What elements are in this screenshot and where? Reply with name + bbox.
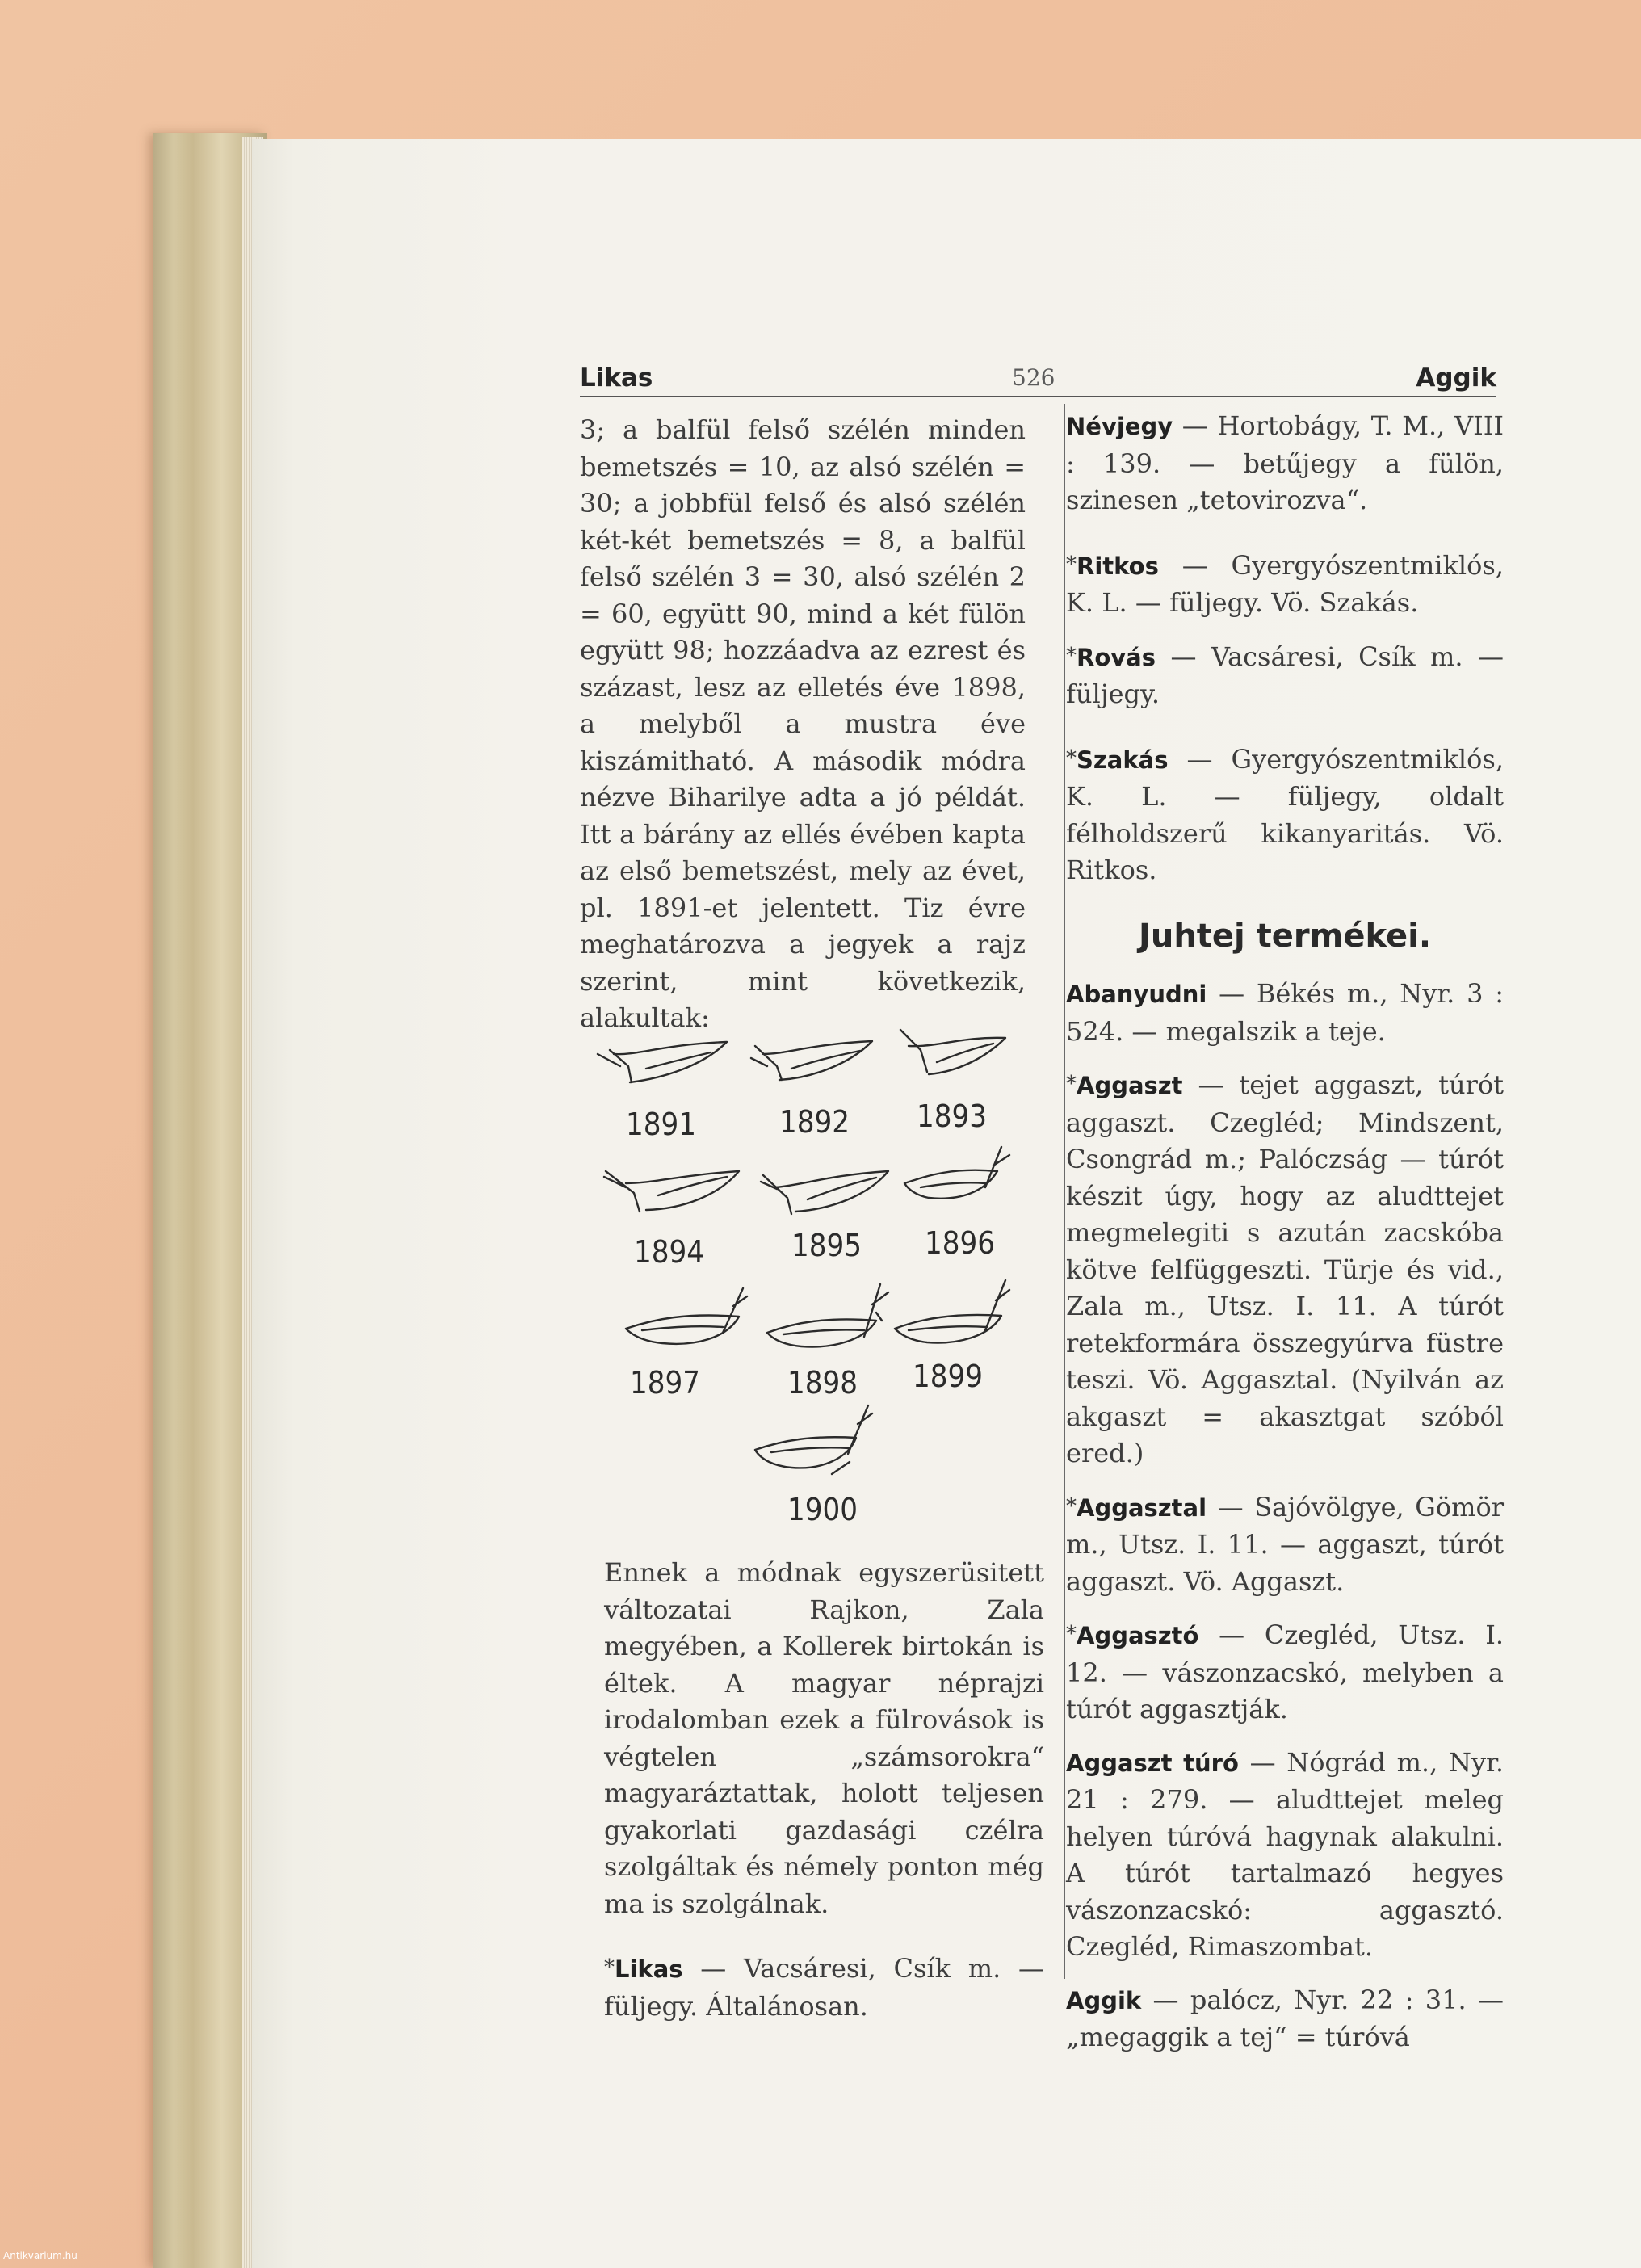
- entry-text: — Nógrád m., Nyr. 21 : 279. — aludttejet meleg helyen túróvá hagynak alakulni. A túrót tartalmazó hegyes vászonzacskó: aggasztó. Czegléd, Rimaszombat.: [1066, 1746, 1504, 1962]
- dictionary-entry: [1066, 638, 1504, 713]
- dictionary-entry: [1066, 547, 1504, 622]
- ear-mark-1891: [598, 1042, 727, 1082]
- entry-text: — Békés m., Nyr. 3 : 524. — megalszik a teje.: [1066, 978, 1504, 1047]
- paragraph: 3; a balfül felső szélén minden bemetszés = 10, az alsó szélén = 30; a jobbfül felső és alsó szélén két-két bemetszés = 8, a balfül felső szélén 3 = 30, alsó szélén 2 = 60, együtt 90, mind a két fülön együtt 98; hozzáadva az ezrest és százast, lesz az elletés éve 1898, a melyből a mustra éve kiszámitható. A második módra nézve Biharilye adta a jó példát. Itt a bárány az ellés évében kapta az első bemetszést, mely az évet, pl. 1891-et jelentett. Tiz évre meghatározva a jegyek a rajz szerint, mint következik, alakultak:: [580, 414, 1026, 1033]
- dictionary-entry: [604, 1950, 1044, 2025]
- entry-text: — Gyergyószentmiklós, K. L. — füljegy, oldalt félholdszerű kikanyaritás. Vö. Ritkos.: [1066, 743, 1504, 885]
- entry-headword: Abanyudni: [1066, 981, 1207, 1008]
- entry-headword: Aggasztó: [1077, 1622, 1199, 1649]
- ear-marks-figure: [590, 1022, 1042, 1547]
- year-label: 1894: [634, 1234, 704, 1270]
- year-label: 1892: [779, 1104, 850, 1140]
- entry-headword: Aggaszt túró: [1066, 1749, 1239, 1777]
- ear-mark-1898: [767, 1284, 888, 1347]
- entry-headword: Rovás: [1077, 643, 1156, 671]
- year-label: 1893: [917, 1098, 987, 1134]
- column-divider: [1064, 404, 1065, 1979]
- ear-mark-1900: [755, 1405, 872, 1474]
- ear-mark-1895: [761, 1171, 888, 1214]
- watermark: Antikvarium.hu: [3, 2250, 78, 2262]
- paragraph: Ennek a módnak egyszerüsitett változatai Rajkon, Zala megyében, a Kollerek birtokán is éltek. A magyar néprajzi irodalomban ezek a fülrovások is végtelen „számsorokra“ magyaráztattak, holott teljesen gyakorlati gazdasági czélra szolgáltak és némely ponton még ma is szolgálnak.: [604, 1557, 1044, 1919]
- entry-headword: Aggasztal: [1077, 1493, 1207, 1522]
- year-label: 1898: [787, 1365, 858, 1401]
- year-label: 1899: [913, 1359, 983, 1394]
- header-rule: [580, 396, 1496, 397]
- entry-star: *: [1066, 552, 1077, 577]
- dictionary-entry: [1066, 408, 1504, 519]
- dictionary-entry: [1066, 1982, 1504, 2056]
- ear-mark-1892: [751, 1041, 872, 1080]
- right-column: [1066, 408, 1504, 2073]
- left-column-top: [580, 412, 1026, 1037]
- dictionary-entry: [1066, 741, 1504, 889]
- ear-mark-1897: [626, 1288, 747, 1344]
- entry-headword: Névjegy: [1066, 413, 1173, 440]
- page-number: 526: [1012, 364, 1056, 391]
- entry-headword: Szakás: [1077, 746, 1169, 774]
- dictionary-entry: [1066, 1745, 1504, 1966]
- dictionary-entry: [1066, 1616, 1504, 1728]
- ear-mark-1894: [604, 1171, 739, 1212]
- entry-text: — tejet aggaszt, túrót aggaszt. Czegléd; Mindszent, Csongrád m.; Palóczság — túrót készit úgy, hogy az aludttejet megmelegiti s azután zacskóba kötve felfüggeszti. Türje és vid., Zala m., Utsz. I. 11. A túrót retekformára összegyúrva füstre teszi. Vö. Aggasztal. (Nyilván az akgaszt = akasztgat szóból ered.): [1066, 1069, 1504, 1468]
- dictionary-entry: [1066, 1066, 1504, 1472]
- section-title: Juhtej termékei.: [1138, 917, 1432, 955]
- year-label: 1896: [925, 1225, 995, 1261]
- entry-text: — Vacsáresi, Csík m. — füljegy. Általánosan.: [604, 1953, 1044, 2022]
- entry-star: *: [1066, 746, 1077, 771]
- entry-star: *: [1066, 643, 1077, 668]
- entry-headword: Ritkos: [1077, 552, 1159, 580]
- header-left: Likas: [580, 363, 653, 393]
- year-label: 1895: [791, 1228, 862, 1263]
- ear-mark-1896: [904, 1147, 1009, 1199]
- entry-text: — Hortobágy, T. M., VIII : 139. — betűjegy a fülön, szinesen „tetovirozva“.: [1066, 410, 1504, 515]
- entry-headword: Aggaszt: [1077, 1072, 1183, 1099]
- dictionary-entry: [1066, 976, 1504, 1050]
- entry-star: *: [1066, 1622, 1077, 1646]
- entry-star: *: [1066, 1493, 1077, 1518]
- ear-mark-1893: [900, 1030, 1005, 1074]
- entry-text: — palócz, Nyr. 22 : 31. — „megaggik a tej“ = túróvá: [1066, 1984, 1504, 2052]
- running-header: [580, 355, 1496, 397]
- entry-text: — Gyergyószentmiklós, K. L. — füljegy. Vö. Szakás.: [1066, 549, 1504, 618]
- entry-text: — Vacsáresi, Csík m. — füljegy.: [1066, 640, 1504, 709]
- ear-mark-1899: [895, 1280, 1009, 1343]
- year-label: 1891: [626, 1107, 696, 1142]
- entry-star: *: [604, 1955, 615, 1980]
- header-right: Aggik: [1416, 363, 1496, 393]
- entry-star: *: [1066, 1072, 1077, 1096]
- year-label: 1900: [787, 1492, 858, 1527]
- entry-text: — Sajóvölgye, Gömör m., Utsz. I. 11. — aggaszt, túrót aggaszt. Vö. Aggaszt.: [1066, 1491, 1504, 1597]
- dictionary-entry: [1066, 1489, 1504, 1601]
- year-label: 1897: [630, 1365, 700, 1401]
- entry-text: — Czegléd, Utsz. I. 12. — vászonzacskó, melyben a túrót aggasztják.: [1066, 1619, 1504, 1724]
- entry-headword: Aggik: [1066, 1986, 1142, 2014]
- entry-headword: Likas: [615, 1955, 683, 1983]
- left-column-bottom: [604, 1555, 1044, 2025]
